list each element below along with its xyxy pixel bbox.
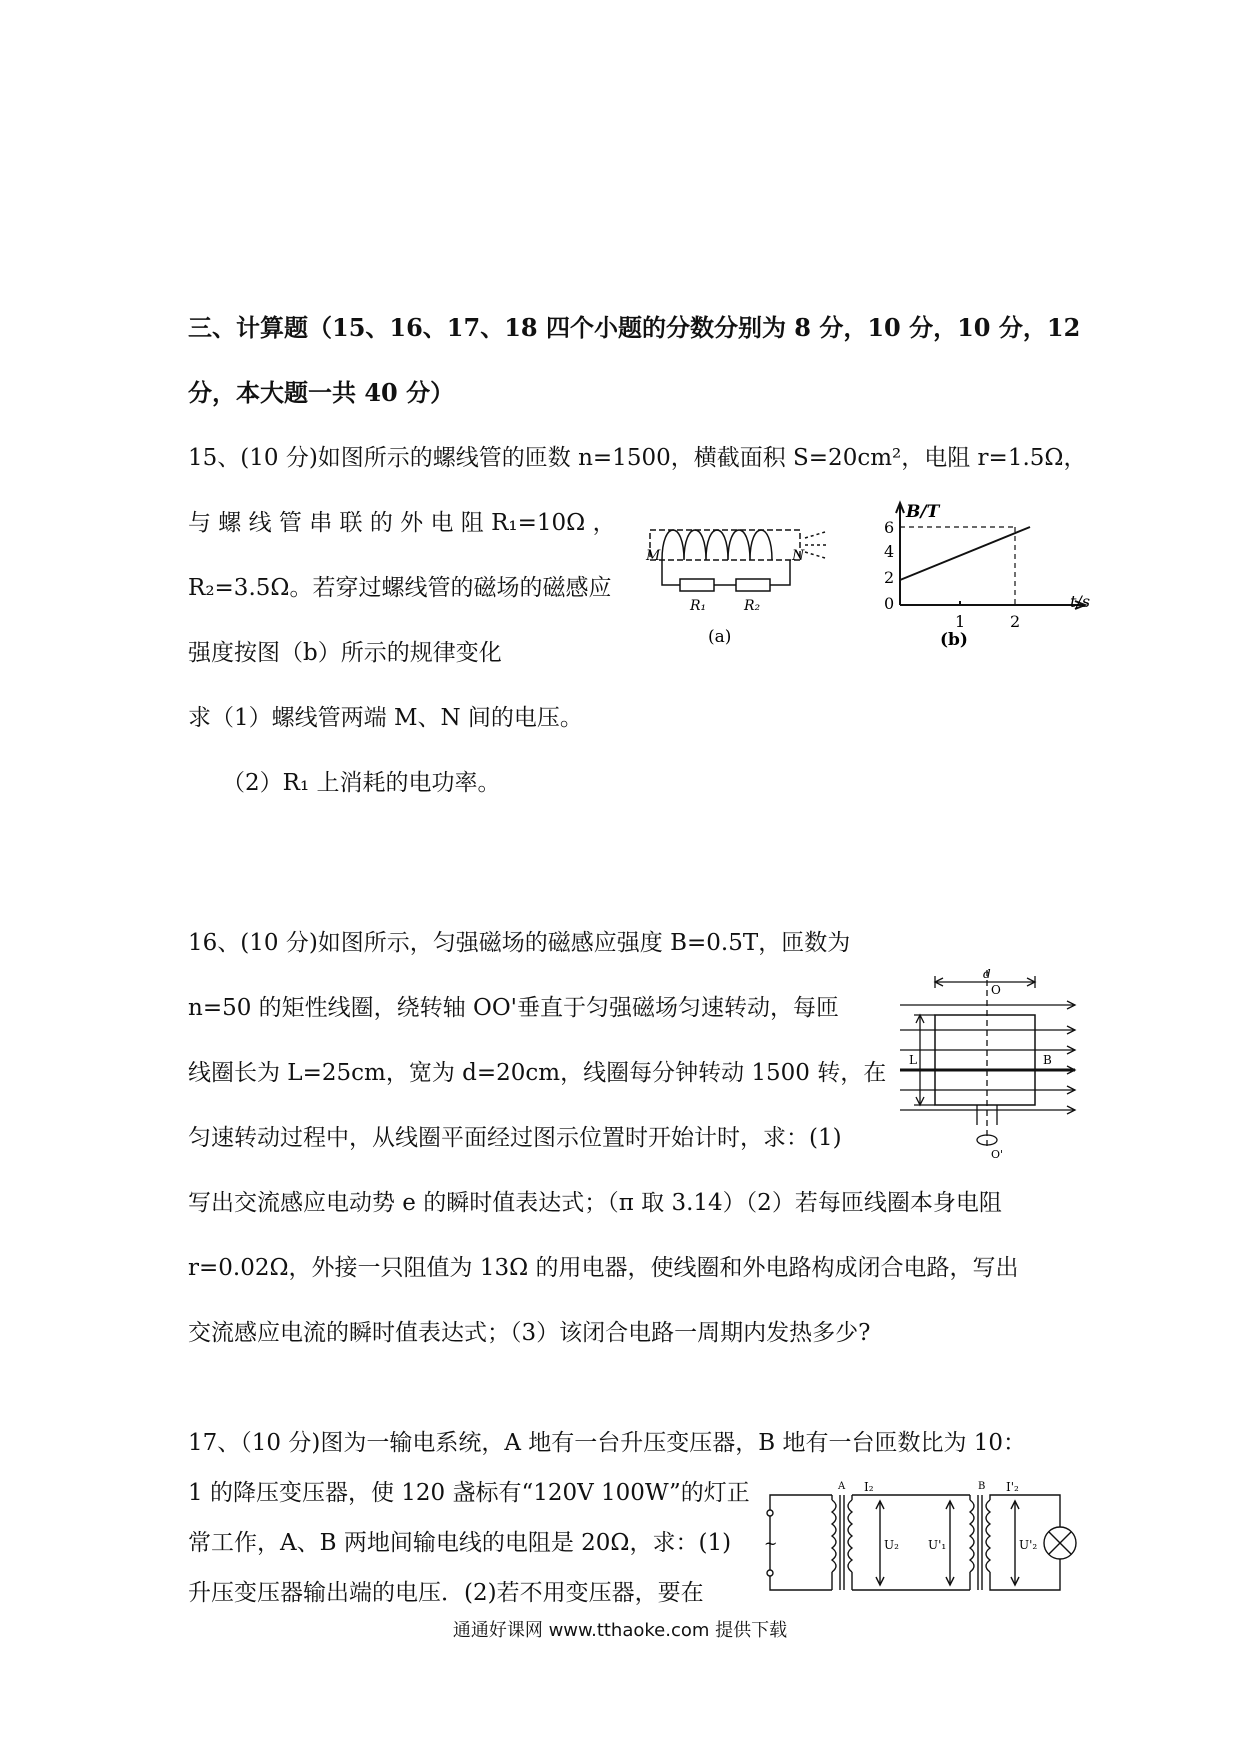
label-l: L bbox=[909, 1053, 917, 1067]
b-line bbox=[900, 527, 1030, 580]
label-i2-prime: I'₂ bbox=[1006, 1480, 1019, 1494]
q15-line-2: 与 螺 线 管 串 联 的 外 电 阻 R₁=10Ω ， bbox=[188, 510, 616, 536]
label-r2: R₂ bbox=[744, 598, 761, 614]
label-a: A bbox=[838, 1481, 846, 1492]
label-u2-prime: U'₂ bbox=[1019, 1538, 1038, 1552]
resistor-r2 bbox=[736, 579, 770, 591]
q16-line-4: 匀速转动过程中，从线圈平面经过图示位置时开始计时，求：(1) bbox=[188, 1125, 842, 1151]
label-i2: I₂ bbox=[864, 1480, 874, 1494]
ac-source-symbol: ~ bbox=[764, 1534, 778, 1553]
label-u1-prime: U'₁ bbox=[928, 1538, 947, 1552]
label-n: N bbox=[792, 548, 805, 564]
q17-line-1: 17、（10 分)图为一输电系统，A 地有一台升压变压器，B 地有一台匝数比为 10： bbox=[188, 1430, 1027, 1456]
y-tick-6: 6 bbox=[884, 518, 895, 537]
fig-a-caption: (a) bbox=[708, 627, 732, 647]
section-title-line-2: 分，本大题一共 40 分） bbox=[188, 378, 455, 407]
q16-line-2: n=50 的矩性线圈，绕转轴 OO'垂直于匀强磁场匀速转动，每匝 bbox=[188, 995, 840, 1021]
label-o: O bbox=[991, 983, 1001, 997]
x-tick-2: 2 bbox=[1010, 612, 1021, 631]
q17-figure bbox=[760, 1475, 1090, 1600]
label-b: B bbox=[978, 1481, 986, 1492]
label-d: d bbox=[983, 967, 991, 981]
section-title-line-1: 三、计算题（15、16、17、18 四个小题的分数分别为 8 分，10 分，10 分，12 bbox=[188, 313, 1081, 342]
y-tick-2: 2 bbox=[884, 568, 895, 587]
q16-line-1: 16、(10 分)如图所示，匀强磁场的磁感应强度 B=0.5T，匝数为 bbox=[188, 930, 851, 956]
label-b: B bbox=[1043, 1053, 1052, 1067]
q16-line-3: 线圈长为 L=25cm，宽为 d=20cm，线圈每分钟转动 1500 转，在 bbox=[188, 1060, 887, 1086]
y-tick-4: 4 bbox=[884, 542, 895, 561]
q15-figure-a bbox=[640, 520, 840, 650]
solenoid-core bbox=[650, 530, 800, 560]
label-r1: R₁ bbox=[690, 598, 707, 614]
q17-line-3: 常工作，A、B 两地间输电线的电阻是 20Ω，求：(1) bbox=[188, 1530, 732, 1556]
q16-line-7: 交流感应电流的瞬时值表达式；（3）该闭合电路一周期内发热多少? bbox=[188, 1320, 871, 1346]
q15-line-4: 强度按图（b）所示的规律变化 bbox=[188, 640, 502, 666]
q16-line-5: 写出交流感应电动势 e 的瞬时值表达式；（π 取 3.14）（2）若每匝线圈本身电阻 bbox=[188, 1190, 1002, 1216]
coil bbox=[935, 1015, 1035, 1105]
q17-line-2: 1 的降压变压器，使 120 盏标有“120V 100W”的灯正 bbox=[188, 1480, 750, 1506]
resistor-r1 bbox=[680, 579, 714, 591]
fig-b-caption: (b) bbox=[940, 630, 968, 650]
label-o-prime: O' bbox=[991, 1148, 1004, 1160]
y-tick-0: 0 bbox=[884, 594, 895, 613]
q15-line-5: 求（1）螺线管两端 M、N 间的电压。 bbox=[188, 705, 583, 731]
q15-figure-b bbox=[870, 495, 1100, 655]
label-m: M bbox=[646, 548, 661, 564]
y-axis-label: B/T bbox=[906, 502, 940, 522]
x-axis-label: t/s bbox=[1070, 592, 1091, 611]
q16-line-6: r=0.02Ω，外接一只阻值为 13Ω 的用电器，使线圈和外电路构成闭合电路，写出 bbox=[188, 1255, 1019, 1281]
q15-line-6: （2）R₁ 上消耗的电功率。 bbox=[222, 770, 501, 796]
label-u2: U₂ bbox=[884, 1538, 899, 1552]
q15-line-3: R₂=3.5Ω。若穿过螺线管的磁场的磁感应 bbox=[188, 575, 612, 601]
q15-line-1: 15、(10 分)如图所示的螺线管的匝数 n=1500，横截面积 S=20cm²，电阻 r=1.5Ω， bbox=[188, 445, 1087, 471]
x-tick-1: 1 bbox=[955, 612, 966, 631]
page-footer: 通通好课网 www.tthaoke.com 提供下载 bbox=[452, 1620, 788, 1641]
solenoid-coil bbox=[662, 530, 772, 560]
q17-line-4: 升压变压器输出端的电压．(2)若不用变压器，要在 bbox=[188, 1580, 704, 1606]
q16-figure bbox=[895, 960, 1095, 1160]
